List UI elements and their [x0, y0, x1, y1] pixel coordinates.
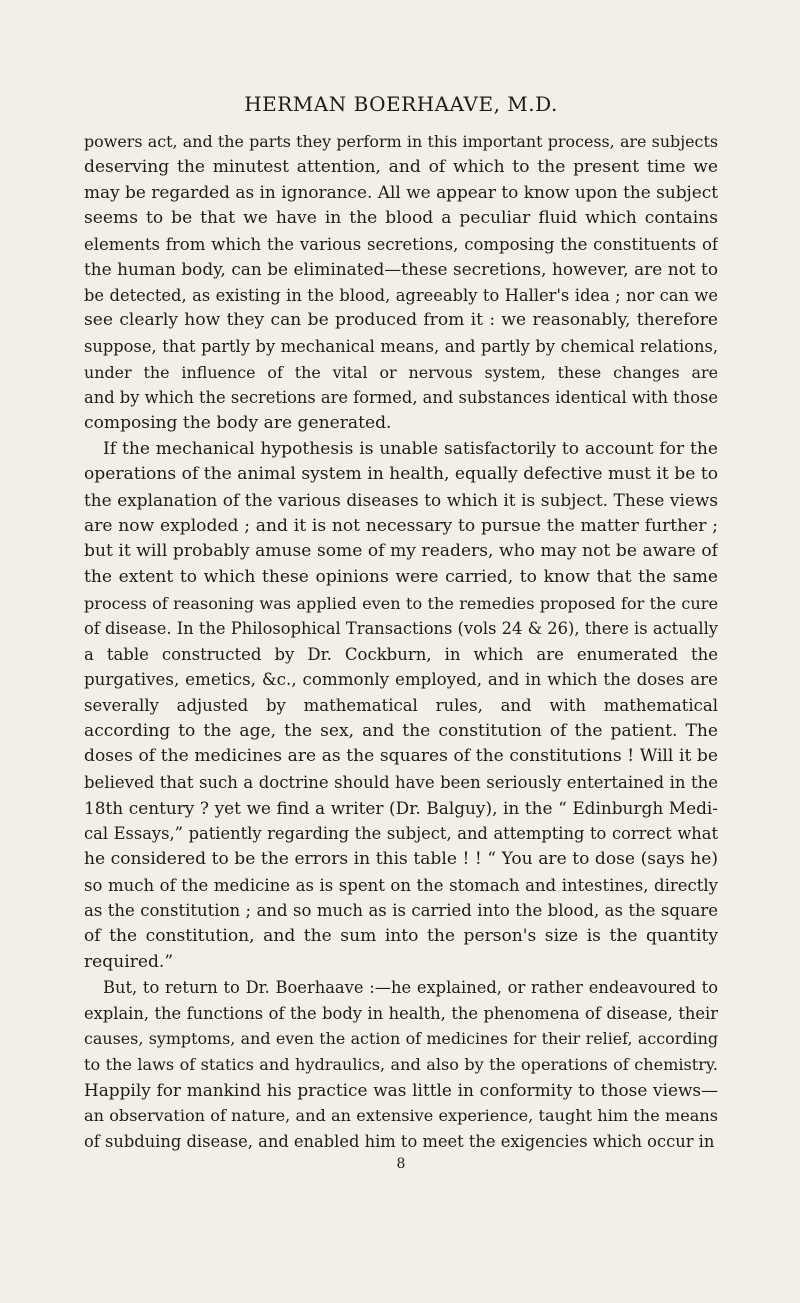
text-line: as the constitution ; and so much as is carried into the blood, as the square	[84, 901, 718, 921]
text-line: If the mechanical hypothesis is unable satisfactorily to account for the	[103, 438, 718, 459]
text-line: of disease. In the Philosophical Transactions (vols 24 & 26), there is actually	[84, 619, 718, 639]
text-line: operations of the animal system in health, equally defective must it be to	[84, 464, 718, 485]
text-line: of subduing disease, and enabled him to meet the exigencies which occur in	[84, 1131, 715, 1151]
text-line: be detected, as existing in the blood, agreeably to Haller's idea ; nor can we	[84, 285, 718, 305]
text-line: required.”	[84, 951, 174, 972]
text-line: believed that such a doctrine should have been seriously entertained in the	[84, 773, 718, 793]
text-line: may be regarded as in ignorance. All we appear to know upon the subject	[84, 182, 718, 203]
body-text	[84, 129, 718, 1155]
text-line: suppose, that partly by mechanical means, and partly by chemical relations,	[84, 337, 718, 357]
paragraph	[84, 975, 718, 1154]
text-line: causes, symptoms, and even the action of medicines for their relief, according	[84, 1029, 718, 1049]
text-line: the human body, can be eliminated—these secretions, however, are not to	[84, 259, 718, 280]
paragraph	[84, 129, 718, 437]
page-number: 8	[396, 1155, 406, 1172]
text-line: see clearly how they can be produced from it : we reasonably, therefore	[84, 310, 718, 331]
text-line: elements from which the various secretions, composing the constituents of	[84, 234, 718, 254]
text-line: composing the body are generated.	[84, 413, 392, 434]
text-line: Happily for mankind his practice was little in conformity to those views—	[84, 1079, 718, 1100]
text-line: of the constitution, and the sum into the person's size is the quantity	[84, 925, 718, 946]
text-line: he considered to be the errors in this table ! ! “ You are to dose (says he)	[84, 848, 718, 869]
text-line: explain, the functions of the body in health, the phenomena of disease, their	[84, 1003, 718, 1023]
text-line: the extent to which these opinions were carried, to know that the same	[84, 566, 718, 587]
text-line: an observation of nature, and an extensive experience, taught him the means	[84, 1106, 718, 1126]
text-line: But, to return to Dr. Boerhaave :—he explained, or rather endeavoured to	[103, 978, 718, 998]
text-line: according to the age, the sex, and the constitution of the patient. The	[84, 720, 718, 741]
document-page	[84, 92, 718, 1172]
text-line: so much of the medicine as is spent on the stomach and intestines, directly	[84, 875, 718, 895]
running-head: HERMAN BOERHAAVE, M.D.	[244, 92, 558, 116]
text-line: purgatives, emetics, &c., commonly employed, and in which the doses are	[84, 669, 718, 690]
text-line: 18th century ? yet we find a writer (Dr. Balguy), in the “ Edinburgh Medi-	[84, 797, 718, 818]
text-line: doses of the medicines are as the squares of the constitutions ! Will it be	[84, 746, 718, 767]
text-line: process of reasoning was applied even to the remedies proposed for the cure	[84, 593, 718, 613]
text-line: but it will probably amuse some of my readers, who may not be aware of	[84, 541, 718, 562]
text-line: under the influence of the vital or nervous system, these changes are	[84, 362, 718, 382]
text-line: a table constructed by Dr. Cockburn, in which are enumerated the	[84, 644, 718, 664]
text-line: the explanation of the various diseases to which it is subject. These views	[84, 489, 718, 510]
text-line: cal Essays,” patiently regarding the subject, and attempting to correct what	[84, 824, 718, 844]
paragraph	[84, 437, 718, 975]
text-line: deserving the minutest attention, and of which to the present time we	[84, 156, 718, 177]
text-line: powers act, and the parts they perform in this important process, are subjects	[84, 132, 718, 151]
text-line: seems to be that we have in the blood a peculiar fluid which contains	[84, 207, 718, 228]
text-line: severally adjusted by mathematical rules, and with mathematical	[84, 696, 718, 716]
text-line: and by which the secretions are formed, and substances identical with those	[84, 388, 718, 408]
text-line: to the laws of statics and hydraulics, and also by the operations of chemistry.	[84, 1055, 718, 1075]
text-line: are now exploded ; and it is not necessary to pursue the matter further ;	[84, 515, 718, 536]
